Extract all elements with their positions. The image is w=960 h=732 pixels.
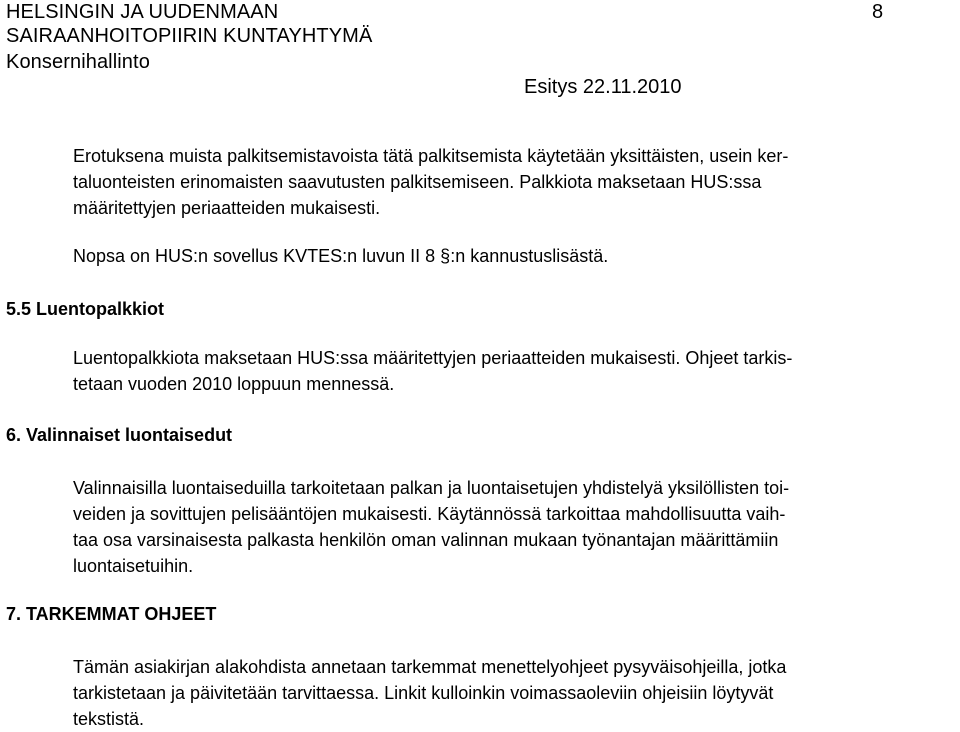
page-number: 8 — [872, 1, 884, 23]
paragraph-line: tarkistetaan ja päivitetään tarvittaessa. Linkit kulloinkin voimassaoleviin ohjeisiin löytyvät — [73, 683, 774, 703]
paragraph-line: taa osa varsinaisesta palkasta henkilön oman valinnan mukaan työnantajan määrittämiin — [73, 530, 779, 550]
section-7-paragraph — [73, 654, 953, 732]
paragraph-line: tetaan vuoden 2010 loppuun mennessä. — [73, 374, 395, 394]
paragraph-line: tekstistä. — [73, 709, 145, 729]
paragraph-line: Erotuksena muista palkitsemistavoista tätä palkitsemista käytetään yksittäisten, usein ker- — [73, 146, 789, 166]
organization-name-line-2: SAIRAANHOITOPIIRIN KUNTAYHTYMÄ — [6, 25, 373, 47]
organization-name-line-1: HELSINGIN JA UUDENMAAN — [6, 1, 279, 23]
nopsa-note — [73, 243, 953, 269]
paragraph-line: luontaisetuihin. — [73, 556, 194, 576]
intro-paragraph — [73, 143, 953, 221]
section-heading-7: 7. TARKEMMAT OHJEET — [6, 604, 217, 624]
paragraph-line: Luentopalkkiota maksetaan HUS:ssa määritettyjen periaatteiden mukaisesti. Ohjeet tarkis- — [73, 348, 793, 368]
document-date: Esitys 22.11.2010 — [524, 76, 682, 98]
paragraph-line: veiden ja sovittujen pelisääntöjen mukaisesti. Käytännössä tarkoittaa mahdollisuutta vaih- — [73, 504, 786, 524]
section-6-paragraph — [73, 475, 953, 579]
section-heading-5-5: 5.5 Luentopalkkiot — [6, 299, 165, 319]
paragraph-line: Tämän asiakirjan alakohdista annetaan tarkemmat menettelyohjeet pysyväisohjeilla, jotka — [73, 657, 787, 677]
paragraph-line: Valinnaisilla luontaiseduilla tarkoitetaan palkan ja luontaisetujen yhdistelyä yksilöllisten toi- — [73, 478, 790, 498]
paragraph-line: määritettyjen periaatteiden mukaisesti. — [73, 198, 381, 218]
section-heading-6: 6. Valinnaiset luontaisedut — [6, 425, 233, 445]
section-5-5-paragraph — [73, 345, 953, 397]
paragraph-line: Nopsa on HUS:n sovellus KVTES:n luvun II 8 §:n kannustuslisästä. — [73, 246, 609, 266]
department-name: Konsernihallinto — [6, 51, 150, 73]
paragraph-line: taluonteisten erinomaisten saavutusten palkitsemiseen. Palkkiota maksetaan HUS:ssa — [73, 172, 762, 192]
